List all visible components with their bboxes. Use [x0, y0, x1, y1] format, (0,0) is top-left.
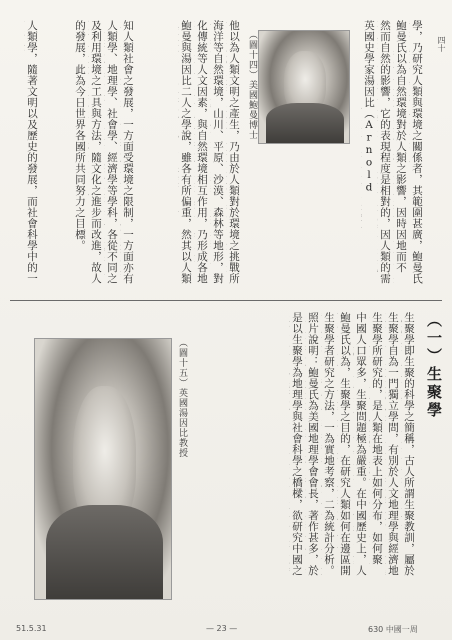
left-col-6: 海洋等自然環境，山川、平原、沙漠、森林等地形，對: [212, 20, 224, 284]
footer-page-number: — 23 —: [206, 624, 238, 633]
right-col-1: 生聚學即生聚的科學之簡稱，古人所謂生聚教訓，屬於: [403, 312, 415, 576]
left-col-12: 的發展，此為今日世界各國所共同努力之目標。: [74, 20, 86, 251]
section-divider: [10, 300, 442, 301]
right-col-7: 照片說明：鮑曼氏為美國地理學會會長，著作甚多，於: [307, 312, 319, 576]
left-col-8: 鮑曼與湯因比二人之學說，雖各有所偏重，然其以人類: [180, 20, 192, 284]
right-col-2: 生聚學自為一門獨立學問，有別於人文地理學與經濟地: [387, 312, 399, 576]
left-col-2: 鮑曼氏以為自然環境對於人類之影響，因時因地而不: [395, 20, 407, 273]
left-col-13: 人類學，隨著文明以及歷史的發展，而社會科學中的一: [26, 20, 38, 284]
left-col-5: 他以為人類文明之產生，乃由於人類對於環境之挑戰所: [228, 20, 240, 284]
top-photo: [258, 30, 350, 144]
left-col-3: 然而自然的影響，它的表現程度是相對的，因人類的需: [379, 20, 391, 284]
page-index: 四十: [437, 36, 446, 52]
left-col-10: 人類學、地理學、社會學、經濟學等學科，各從不同之: [106, 20, 118, 284]
left-col-9: 知人類社會之發展，一方面受環境之限制，一方面亦有: [122, 20, 134, 284]
footer-right-marker: 630 中國一周: [368, 625, 418, 634]
footer-left-marker: 51.5.31: [16, 624, 47, 633]
right-col-6: 生聚學者研究之方法，一為實地考察，二為統計分析。: [323, 312, 335, 576]
top-photo-caption: （圖十四）美國鮑曼博士: [247, 30, 257, 140]
left-col-11: 及利用環境之工具與方法，隨文化之進步而改進，故人: [90, 20, 102, 284]
right-col-4: 中國人口眾多，生聚問題極為嚴重。在中國歷史上，人: [355, 312, 367, 576]
right-col-3: 生聚學所研究的，是人類在地表上如何分布，如何聚: [371, 312, 383, 565]
right-col-5: 鮑曼氏以為，生聚學之目的，在研究人類如何在邊區開: [339, 312, 351, 576]
right-col-8: 是以生聚學為地理學與社會科學之橋樑，欲研究中國之: [291, 312, 303, 576]
bottom-photo-caption: （圖十五）英國湯因比教授: [177, 338, 187, 458]
section-title: （一）生聚學: [425, 312, 443, 420]
left-col-4: 英國史學家湯因比（Arnold: [363, 20, 375, 194]
bottom-photo: [34, 338, 172, 600]
left-col-1: 學，乃研究人類與環境之關係者，其範圍甚廣，鮑曼氏: [411, 20, 423, 284]
left-col-7: 化傳統等人文因素，與自然環境相互作用，乃形成各地: [196, 20, 208, 284]
